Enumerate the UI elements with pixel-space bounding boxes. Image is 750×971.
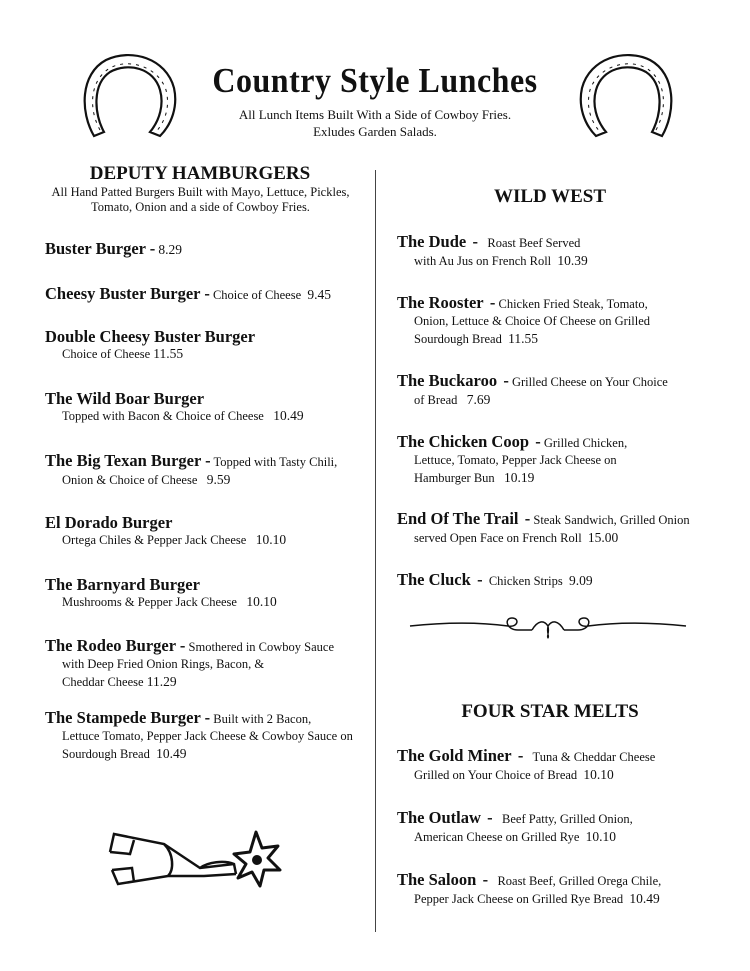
column-divider bbox=[375, 170, 376, 932]
menu-item: The Gold Miner - Tuna & Cheddar Cheese Grilled on Your Choice of Bread 10.10 bbox=[397, 746, 656, 782]
menu-item: The Wild Boar Burger Topped with Bacon & Choice of Cheese 10.49 bbox=[45, 389, 304, 423]
menu-item: Double Cheesy Buster Burger Choice of Cheese 11.55 bbox=[45, 327, 256, 361]
menu-item: Cheesy Buster Burger - Choice of Cheese 9.45 bbox=[45, 284, 332, 303]
menu-item: Buster Burger - 8.29 bbox=[45, 239, 183, 258]
scroll-ornament-icon bbox=[408, 612, 688, 640]
menu-item: The Outlaw - Beef Patty, Grilled Onion, American Cheese on Grilled Rye 10.10 bbox=[397, 808, 633, 844]
menu-item: The Rodeo Burger - Smothered in Cowboy Sauce with Deep Fried Onion Rings, Bacon, & Cheddar Cheese 11.29 bbox=[45, 636, 334, 689]
menu-item: The Stampede Burger - Built with 2 Bacon, Lettuce Tomato, Pepper Jack Cheese & Cowboy Sauce on Sourdough Bread 10.49 bbox=[45, 708, 353, 761]
menu-item: The Saloon - Roast Beef, Grilled Orega Chile, Pepper Jack Cheese on Grilled Rye Bread 10.49 bbox=[397, 870, 662, 906]
menu-item: The Buckaroo - Grilled Cheese on Your Choice of Bread 7.69 bbox=[397, 371, 668, 407]
page-title: Country Style Lunches bbox=[212, 60, 538, 100]
menu-item: The Barnyard Burger Mushrooms & Pepper Jack Cheese 10.10 bbox=[45, 575, 277, 609]
section-title-wild-west: WILD WEST bbox=[493, 186, 607, 207]
menu-item: The Rooster - Chicken Fried Steak, Tomato, Onion, Lettuce & Choice Of Cheese on Grilled Sourdough Bread 11.55 bbox=[397, 293, 651, 346]
section-subtitle-line2: Tomato, Onion and a side of Cowboy Fries. bbox=[91, 200, 310, 214]
menu-item: El Dorado Burger Ortega Chiles & Pepper Jack Cheese 10.10 bbox=[45, 513, 287, 547]
section-title-four-star-melts: FOUR STAR MELTS bbox=[461, 701, 639, 722]
section-title-deputy-hamburgers: DEPUTY HAMBURGERS bbox=[89, 163, 311, 184]
menu-item: The Big Texan Burger - Topped with Tasty Chili, Onion & Choice of Cheese 9.59 bbox=[45, 451, 338, 487]
menu-item: The Chicken Coop - Grilled Chicken, Lettuce, Tomato, Pepper Jack Cheese on Hamburger Bun 10.19 bbox=[397, 432, 628, 485]
section-subtitle-line1: All Hand Patted Burgers Built with Mayo, Lettuce, Pickles, bbox=[51, 185, 350, 199]
subtitle-line2: Exludes Garden Salads. bbox=[313, 124, 437, 139]
spur-icon bbox=[104, 824, 288, 904]
menu-item: The Cluck - Chicken Strips 9.09 bbox=[397, 570, 593, 589]
menu-item: The Dude - Roast Beef Served with Au Jus on French Roll 10.39 bbox=[397, 232, 588, 268]
subtitle-line1: All Lunch Items Built With a Side of Cowboy Fries. bbox=[238, 107, 512, 122]
menu-item: End Of The Trail - Steak Sandwich, Grilled Onion served Open Face on French Roll 15.00 bbox=[397, 509, 690, 545]
